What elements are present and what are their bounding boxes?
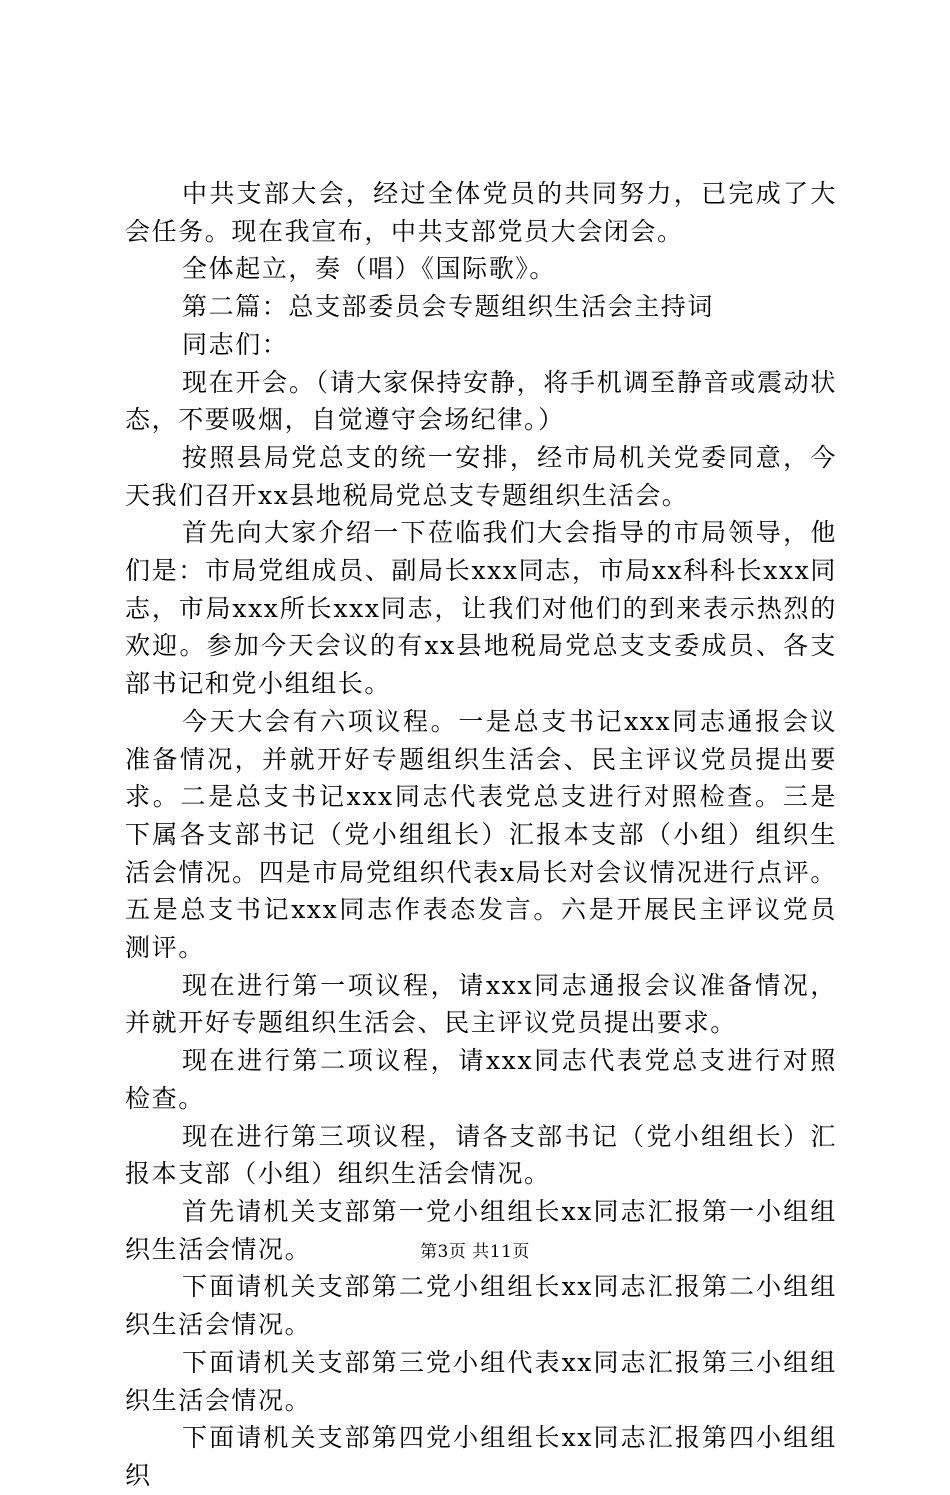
paragraph: 下面请机关支部第二党小组组长xx同志汇报第二小组组织生活会情况。 [125,1272,837,1340]
salutation: 同志们： [182,329,289,359]
section-heading: 第二篇：总支部委员会专题组织生活会主持词 [182,292,715,322]
paragraph: 按照县局党总支的统一安排，经市局机关党委同意，今天我们召开xx县地税局党总支专题组织生活会。 [125,442,837,510]
paragraph: 首先向大家介绍一下莅临我们大会指导的市局领导，他们是：市局党组成员、副局长xxx同志，市局xx科科长xxx同志，市局xxx所长xxx同志，让我们对他们的到来表示热烈的欢迎。参加今天会议的有xx县地税局党总支支委成员、各支部书记和党小组组长。 [125,518,837,699]
paragraph: 全体起立，奏（唱）《国际歌》。 [182,254,557,284]
document-body [125,175,837,1495]
paragraph: 现在进行第一项议程，请xxx同志通报会议准备情况，并就开好专题组织生活会、民主评议党员提出要求。 [125,970,837,1038]
paragraph: 今天大会有六项议程。一是总支书记xxx同志通报会议准备情况，并就开好专题组织生活会、民主评议党员提出要求。二是总支书记xxx同志代表党总支进行对照检查。三是下属各支部书记（党小组组长）汇报本支部（小组）组织生活会情况。四是市局党组织代表x局长对会议情况进行点评。五是总支书记xxx同志作表态发言。六是开展民主评议党员测评。 [125,706,837,963]
paragraph: 现在开会。（请大家保持安静，将手机调至静音或震动状态，不要吸烟，自觉遵守会场纪律。） [125,367,837,435]
paragraph: 下面请机关支部第三党小组代表xx同志汇报第三小组组织生活会情况。 [125,1347,837,1415]
paragraph: 现在进行第二项议程，请xxx同志代表党总支进行对照检查。 [125,1046,837,1113]
page-number-footer: 第3页 共11页 [420,1242,530,1262]
paragraph: 首先请机关支部第一党小组组长xx同志汇报第一小组组织生活会情况。 [125,1196,837,1264]
paragraph: 中共支部大会，经过全体党员的共同努力，已完成了大会任务。现在我宣布，中共支部党员大会闭会。 [125,179,837,246]
paragraph: 现在进行第三项议程，请各支部书记（党小组组长）汇报本支部（小组）组织生活会情况。 [125,1121,837,1189]
paragraph: 下面请机关支部第四党小组组长xx同志汇报第四小组组织 [125,1423,837,1490]
